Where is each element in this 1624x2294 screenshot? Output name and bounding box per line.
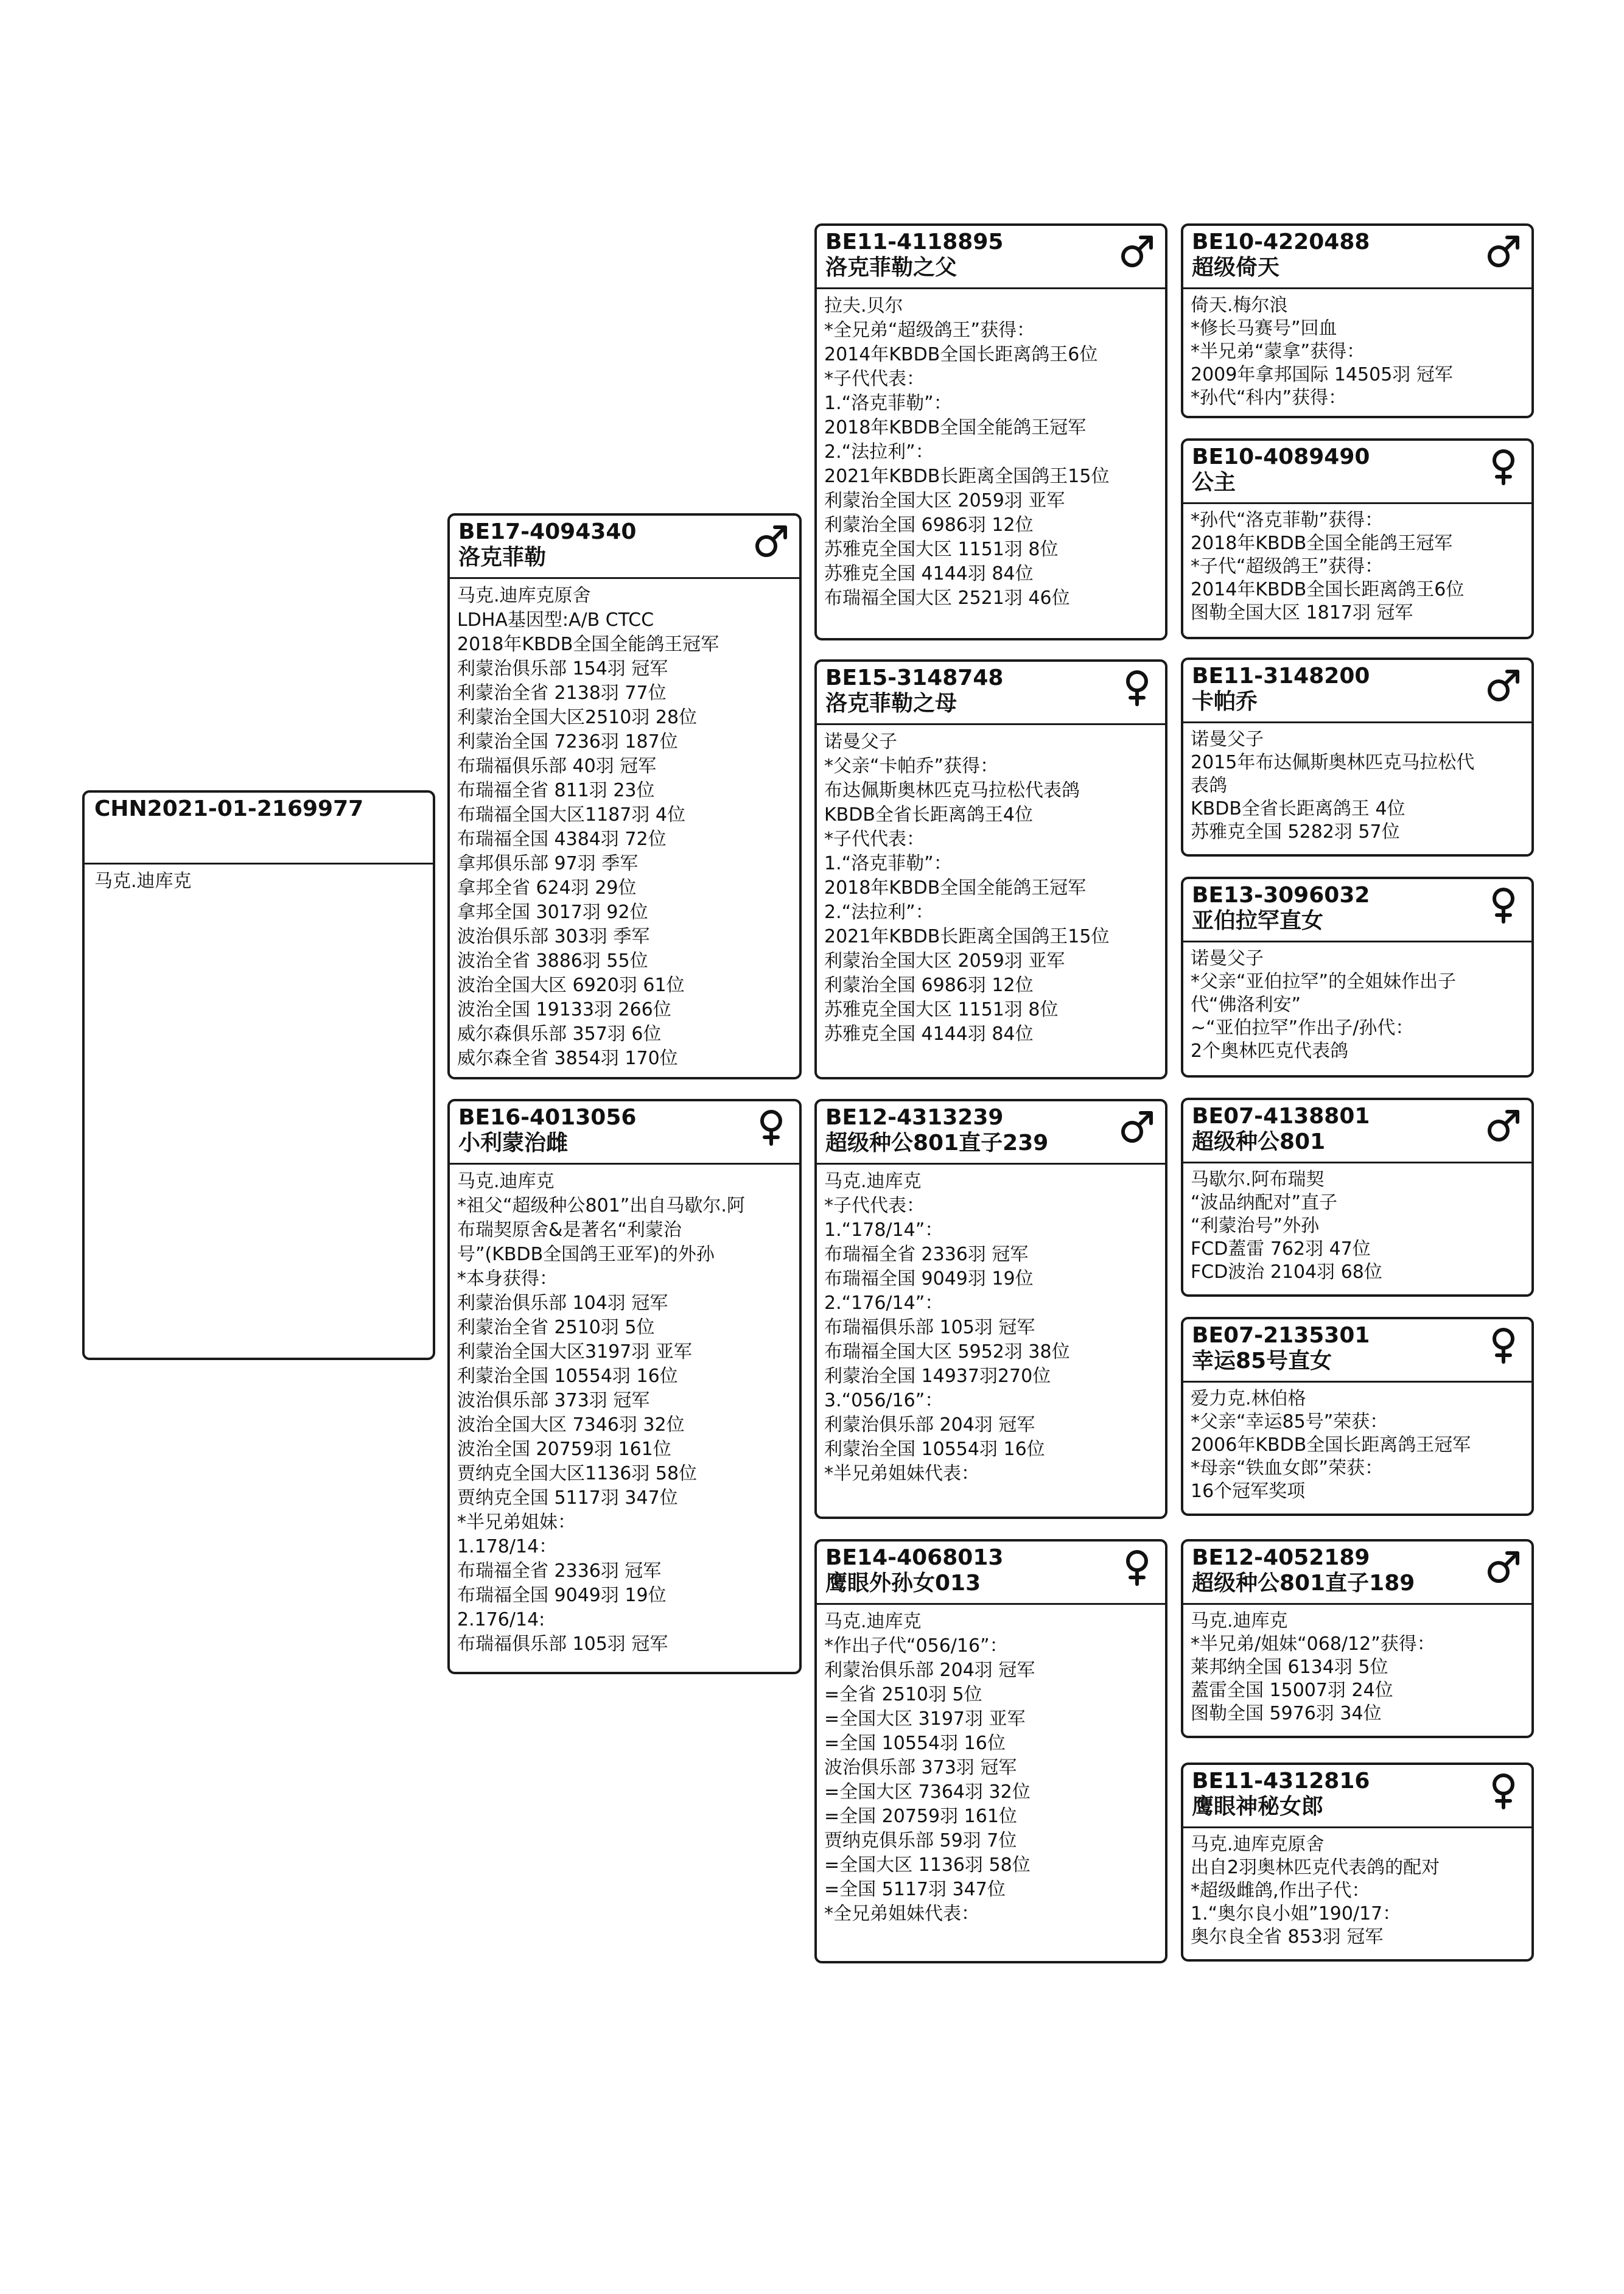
pigeon-info xyxy=(450,1165,799,1657)
pigeon-name: 幸运85号直女 xyxy=(1192,1349,1332,1373)
info-line: 贾纳克全国 5117羽 347位 xyxy=(457,1487,678,1509)
info-line: 16个冠军奖项 xyxy=(1191,1481,1306,1502)
dam-sire-dam-card xyxy=(1181,1317,1534,1516)
female-symbol-icon xyxy=(1484,885,1523,924)
dam-dam-sire-card xyxy=(1181,1539,1534,1738)
info-line: *子代代表： xyxy=(824,1195,925,1216)
info-line: *半兄弟姐妹代表： xyxy=(824,1463,979,1484)
info-line: 利蒙治俱乐部 204羽 冠军 xyxy=(824,1414,1035,1436)
male-symbol-icon xyxy=(1484,232,1523,271)
info-line: 利蒙治全国大区2510羽 28位 xyxy=(457,707,698,728)
info-line: 2006年KBDB全国长距离鸽王冠军 xyxy=(1191,1434,1471,1456)
info-line: 布瑞福俱乐部 105羽 冠军 xyxy=(824,1317,1035,1338)
info-line: =全国 5117羽 347位 xyxy=(824,1879,1006,1900)
info-line: 马克.迪库克原舍 xyxy=(1191,1834,1325,1855)
info-line: *子代“超级鸽王”获得： xyxy=(1191,556,1384,577)
subject-card xyxy=(82,790,435,1360)
info-line: =全省 2510羽 5位 xyxy=(824,1684,982,1705)
info-line: 布瑞福全国大区 2521羽 46位 xyxy=(824,588,1070,609)
ring-number: BE15-3148748 xyxy=(825,665,1004,690)
info-line: 布瑞契原舍&是著名“利蒙治 xyxy=(457,1219,682,1241)
info-line: 2018年KBDB全国全能鸽王冠军 xyxy=(457,634,719,655)
pigeon-name: 鹰眼神秘女郎 xyxy=(1192,1794,1324,1819)
info-line: 贾纳克俱乐部 59羽 7位 xyxy=(824,1830,1017,1851)
info-line: *半兄弟/姐妹“068/12”获得： xyxy=(1191,1633,1435,1655)
card-header xyxy=(1183,660,1531,723)
info-line: *子代代表： xyxy=(824,829,925,850)
pigeon-info xyxy=(817,289,1165,611)
info-line: LDHA基因型:A/B CTCC xyxy=(457,609,654,631)
info-line: 3.“056/16”： xyxy=(824,1390,943,1411)
info-line: 马克.迪库克 xyxy=(1191,1610,1288,1632)
info-line: *父亲“亚伯拉罕”的全姐妹作出子 xyxy=(1191,971,1457,992)
pigeon-name: 亚伯拉罕直女 xyxy=(1192,908,1324,933)
pigeon-name: 洛克菲勒之父 xyxy=(825,255,957,280)
info-line: 波治俱乐部 373羽 冠军 xyxy=(457,1390,650,1411)
info-line: 2个奥林匹克代表鸽 xyxy=(1191,1040,1349,1062)
info-line: =全国大区 7364羽 32位 xyxy=(824,1781,1031,1803)
info-line: 1.“奥尔良小姐”190/17： xyxy=(1191,1903,1401,1924)
info-line: 2014年KBDB全国长距离鸽王6位 xyxy=(1191,579,1465,600)
info-line: =全国 20759羽 161位 xyxy=(824,1806,1017,1827)
pigeon-info xyxy=(1183,1383,1531,1503)
card-header xyxy=(1183,1319,1531,1383)
info-line: *全兄弟“超级鸽王”获得： xyxy=(824,320,1035,341)
ring-number: BE12-4313239 xyxy=(825,1105,1004,1130)
info-line: 利蒙治俱乐部 204羽 冠军 xyxy=(824,1660,1035,1681)
info-line: 苏雅克全国大区 1151羽 8位 xyxy=(824,999,1059,1020)
info-line: 利蒙治全国 14937羽270位 xyxy=(824,1366,1051,1387)
info-line: KBDB全省长距离鸽王4位 xyxy=(824,804,1034,826)
info-line: 利蒙治全国 7236羽 187位 xyxy=(457,731,678,752)
breeder-line: 马克.迪库克 xyxy=(94,871,192,892)
ring-number: BE07-2135301 xyxy=(1192,1323,1370,1348)
info-line: 布瑞福全国 9049羽 19位 xyxy=(457,1585,667,1606)
card-header xyxy=(817,662,1165,725)
info-line: =全国 10554羽 16位 xyxy=(824,1733,1006,1754)
card-header xyxy=(1183,879,1531,942)
card-header xyxy=(450,1101,799,1165)
info-line: 2.“176/14”： xyxy=(824,1293,943,1314)
info-line: 1.178/14： xyxy=(457,1536,558,1557)
info-line: *全兄弟姐妹代表： xyxy=(824,1903,979,1924)
dam-card xyxy=(447,1099,802,1674)
info-line: *祖父“超级种公801”出自马歇尔.阿 xyxy=(457,1195,745,1216)
pigeon-info xyxy=(1183,1828,1531,1949)
info-line: 1.“178/14”： xyxy=(824,1219,943,1241)
pigeon-info xyxy=(1183,1163,1531,1284)
male-symbol-icon xyxy=(1118,1107,1157,1146)
info-line: 布瑞福全省 2336羽 冠军 xyxy=(824,1244,1029,1265)
info-line: 爱力克.林伯格 xyxy=(1191,1388,1306,1409)
info-line: 2.“法拉利”： xyxy=(824,441,934,463)
info-line: 利蒙治全国 6986羽 12位 xyxy=(824,975,1034,996)
card-header xyxy=(1183,1542,1531,1605)
info-line: 蓋雷全国 15007羽 24位 xyxy=(1191,1680,1393,1701)
pigeon-name: 洛克菲勒之母 xyxy=(825,691,957,716)
info-line: 威尔森俱乐部 357羽 6位 xyxy=(457,1023,662,1045)
dam-sire-card xyxy=(814,1099,1167,1519)
info-line: 拿邦全省 624羽 29位 xyxy=(457,877,637,899)
ring-number: BE10-4089490 xyxy=(1192,444,1370,469)
dam-dam-card xyxy=(814,1539,1167,1963)
info-line: 贾纳克全国大区1136羽 58位 xyxy=(457,1463,698,1484)
info-line: *孙代“洛克菲勒”获得： xyxy=(1191,510,1384,531)
female-symbol-icon xyxy=(1484,1325,1523,1364)
ring-number: BE12-4052189 xyxy=(1192,1545,1370,1570)
info-line: 波治全省 3886羽 55位 xyxy=(457,950,648,972)
info-line: 诺曼父子 xyxy=(1191,729,1264,750)
ring-number: BE11-3148200 xyxy=(1192,664,1370,689)
info-line: 利蒙治俱乐部 154羽 冠军 xyxy=(457,658,668,679)
info-line: 1.“洛克菲勒”： xyxy=(824,853,952,874)
card-header xyxy=(450,516,799,579)
female-symbol-icon xyxy=(1484,447,1523,486)
info-line: 波治全国 19133羽 266位 xyxy=(457,999,671,1020)
info-line: *父亲“卡帕乔”获得： xyxy=(824,756,999,777)
info-line: 代“佛洛利安” xyxy=(1191,994,1301,1015)
female-symbol-icon xyxy=(1118,668,1157,707)
info-line: *孙代“科内”获得： xyxy=(1191,387,1347,409)
card-header xyxy=(1183,1765,1531,1828)
info-line: “利蒙治号”外孙 xyxy=(1191,1215,1320,1236)
pigeon-name: 公主 xyxy=(1192,470,1236,495)
sire-sire-sire-card xyxy=(1181,223,1534,418)
card-header xyxy=(817,1542,1165,1605)
info-line: 号”(KBDB全国鸽王亚军)的外孙 xyxy=(457,1244,715,1265)
info-line: =全国大区 1136羽 58位 xyxy=(824,1854,1031,1876)
info-line: 波治全国大区 6920羽 61位 xyxy=(457,975,685,996)
info-line: 利蒙治全国大区 2059羽 亚军 xyxy=(824,950,1065,972)
info-line: 利蒙治全国 10554羽 16位 xyxy=(824,1439,1045,1460)
pigeon-info xyxy=(1183,289,1531,410)
dam-dam-dam-card xyxy=(1181,1763,1534,1962)
pigeon-name: 小利蒙治雌 xyxy=(458,1131,569,1156)
info-line: 马克.迪库克 xyxy=(824,1171,922,1192)
info-line: 波治全国大区 7346羽 32位 xyxy=(457,1414,685,1436)
info-line: 马歇尔.阿布瑞契 xyxy=(1191,1169,1325,1190)
info-line: 图勒全国大区 1817羽 冠军 xyxy=(1191,602,1413,623)
pigeon-info xyxy=(1183,504,1531,625)
info-line: 利蒙治俱乐部 104羽 冠军 xyxy=(457,1293,668,1314)
info-line: 利蒙治全省 2510羽 5位 xyxy=(457,1317,655,1338)
info-line: 图勒全国 5976羽 34位 xyxy=(1191,1703,1382,1724)
info-line: 马克.迪库克 xyxy=(457,1171,555,1192)
sire-dam-card xyxy=(814,659,1167,1079)
pigeon-name: 超级种公801直子239 xyxy=(825,1131,1049,1156)
info-line: ~“亚伯拉罕”作出子/孙代： xyxy=(1191,1017,1414,1039)
info-line: 诺曼父子 xyxy=(824,731,897,752)
ring-number: BE07-4138801 xyxy=(1192,1104,1370,1129)
sire-sire-dam-card xyxy=(1181,438,1534,639)
card-header xyxy=(817,1101,1165,1165)
female-symbol-icon xyxy=(1118,1548,1157,1587)
info-line: 2021年KBDB长距离全国鸽王15位 xyxy=(824,466,1110,487)
sire-dam-sire-card xyxy=(1181,658,1534,857)
info-line: 表鸽 xyxy=(1191,775,1227,796)
info-line: 布瑞福全省 811羽 23位 xyxy=(457,780,655,801)
info-line: 2021年KBDB长距离全国鸽王15位 xyxy=(824,926,1110,947)
info-line: 出自2羽奥林匹克代表鸽的配对 xyxy=(1191,1857,1440,1878)
info-line: *修长马赛号”回血 xyxy=(1191,318,1337,339)
card-header xyxy=(1183,1100,1531,1163)
ring-number: BE11-4118895 xyxy=(825,230,1004,254)
info-line: 诺曼父子 xyxy=(1191,948,1264,969)
info-line: =全国大区 3197羽 亚军 xyxy=(824,1708,1026,1730)
ring-number: BE14-4068013 xyxy=(825,1545,1004,1570)
info-line: 利蒙治全国 6986羽 12位 xyxy=(824,514,1034,536)
card-header xyxy=(817,226,1165,289)
sire-dam-dam-card xyxy=(1181,877,1534,1078)
info-line: 2009年拿邦国际 14505羽 冠军 xyxy=(1191,364,1453,385)
info-line: 布瑞福全国大区1187羽 4位 xyxy=(457,804,685,826)
pigeon-info xyxy=(817,725,1165,1047)
info-line: 2.176/14: xyxy=(457,1609,545,1630)
male-symbol-icon xyxy=(1484,1106,1523,1145)
info-line: 布达佩斯奥林匹克马拉松代表鸽 xyxy=(824,780,1080,801)
info-line: FCD波治 2104羽 68位 xyxy=(1191,1261,1382,1283)
ring-number: BE10-4220488 xyxy=(1192,230,1370,254)
dam-sire-sire-card xyxy=(1181,1098,1534,1297)
pigeon-info xyxy=(1183,723,1531,844)
info-line: 拉夫.贝尔 xyxy=(824,295,903,317)
sire-sire-card xyxy=(814,223,1167,640)
pigeon-name: 超级种公801 xyxy=(1192,1129,1326,1154)
pigeon-name: 卡帕乔 xyxy=(1192,689,1258,714)
female-symbol-icon xyxy=(752,1107,791,1146)
info-line: 苏雅克全国 5282羽 57位 xyxy=(1191,821,1400,843)
card-header xyxy=(1183,441,1531,504)
info-line: *作出子代“056/16”： xyxy=(824,1635,1008,1657)
info-line: 苏雅克全国 4144羽 84位 xyxy=(824,563,1034,584)
info-line: 马克.迪库克原舍 xyxy=(457,585,591,606)
info-line: 奥尔良全省 853羽 冠军 xyxy=(1191,1926,1384,1948)
info-line: 2014年KBDB全国长距离鸽王6位 xyxy=(824,344,1098,365)
subject-info xyxy=(85,865,433,899)
info-line: 布瑞福俱乐部 105羽 冠军 xyxy=(457,1633,668,1655)
info-line: 2.“法拉利”： xyxy=(824,902,934,923)
info-line: 利蒙治全国 10554羽 16位 xyxy=(457,1366,678,1387)
info-line: 威尔森全省 3854羽 170位 xyxy=(457,1048,678,1069)
info-line: 拿邦全国 3017羽 92位 xyxy=(457,902,648,923)
sire-card xyxy=(447,513,802,1079)
info-line: “波品纳配对”直子 xyxy=(1191,1192,1338,1213)
info-line: 利蒙治全国大区3197羽 亚军 xyxy=(457,1341,692,1363)
subject-header xyxy=(85,793,433,865)
info-line: 苏雅克全国 4144羽 84位 xyxy=(824,1023,1034,1045)
info-line: 苏雅克全国大区 1151羽 8位 xyxy=(824,539,1059,560)
pigeon-info xyxy=(817,1165,1165,1486)
info-line: 2018年KBDB全国全能鸽王冠军 xyxy=(824,417,1087,438)
card-header xyxy=(1183,226,1531,289)
info-line: 布瑞福俱乐部 40羽 冠军 xyxy=(457,756,657,777)
info-line: 利蒙治全国大区 2059羽 亚军 xyxy=(824,490,1065,511)
info-line: *半兄弟姐妹： xyxy=(457,1512,576,1533)
info-line: KBDB全省长距离鸽王 4位 xyxy=(1191,798,1405,819)
ring-number: BE13-3096032 xyxy=(1192,883,1370,908)
pigeon-name: 洛克菲勒 xyxy=(458,545,547,570)
info-line: 2015年布达佩斯奥林匹克马拉松代 xyxy=(1191,752,1475,773)
info-line: *子代代表： xyxy=(824,368,925,390)
female-symbol-icon xyxy=(1484,1771,1523,1810)
info-line: FCD蓋雷 762羽 47位 xyxy=(1191,1238,1371,1260)
info-line: *父亲“幸运85号”荣获： xyxy=(1191,1411,1388,1433)
male-symbol-icon xyxy=(1484,1548,1523,1587)
male-symbol-icon xyxy=(1118,232,1157,271)
info-line: 1.“洛克菲勒”： xyxy=(824,393,952,414)
pigeon-info xyxy=(450,579,799,1071)
ring-number: BE17-4094340 xyxy=(458,519,637,544)
pigeon-name: 超级倚天 xyxy=(1192,255,1280,280)
info-line: 倚天.梅尔浪 xyxy=(1191,295,1288,316)
info-line: 波治全国 20759羽 161位 xyxy=(457,1439,671,1460)
male-symbol-icon xyxy=(1484,666,1523,705)
pigeon-name: 超级种公801直子189 xyxy=(1192,1571,1415,1596)
info-line: *半兄弟“蒙拿”获得： xyxy=(1191,341,1365,362)
pigeon-name: 鹰眼外孙女013 xyxy=(825,1571,981,1596)
info-line: 拿邦俱乐部 97羽 季军 xyxy=(457,853,639,874)
info-line: 布瑞福全国 4384羽 72位 xyxy=(457,829,667,850)
info-line: *超级雌鸽,作出子代： xyxy=(1191,1880,1370,1901)
info-line: 波治俱乐部 373羽 冠军 xyxy=(824,1757,1017,1778)
info-line: 布瑞福全省 2336羽 冠军 xyxy=(457,1560,662,1582)
info-line: *本身获得： xyxy=(457,1268,558,1289)
ring-number: CHN2021-01-2169977 xyxy=(94,796,364,821)
info-line: 利蒙治全省 2138羽 77位 xyxy=(457,682,667,704)
info-line: 马克.迪库克 xyxy=(824,1611,922,1632)
info-line: 布瑞福全国大区 5952羽 38位 xyxy=(824,1341,1070,1363)
pigeon-info xyxy=(1183,942,1531,1063)
male-symbol-icon xyxy=(752,522,791,561)
info-line: 2018年KBDB全国全能鸽王冠军 xyxy=(824,877,1087,899)
info-line: *母亲“铁血女郎”荣获： xyxy=(1191,1457,1384,1479)
info-line: 莱邦纳全国 6134羽 5位 xyxy=(1191,1657,1388,1678)
info-line: 布瑞福全国 9049羽 19位 xyxy=(824,1268,1034,1289)
pigeon-info xyxy=(817,1605,1165,1926)
ring-number: BE11-4312816 xyxy=(1192,1769,1370,1794)
ring-number: BE16-4013056 xyxy=(458,1105,637,1130)
info-line: 波治俱乐部 303羽 季军 xyxy=(457,926,650,947)
info-line: 2018年KBDB全国全能鸽王冠军 xyxy=(1191,533,1453,554)
pigeon-info xyxy=(1183,1605,1531,1725)
